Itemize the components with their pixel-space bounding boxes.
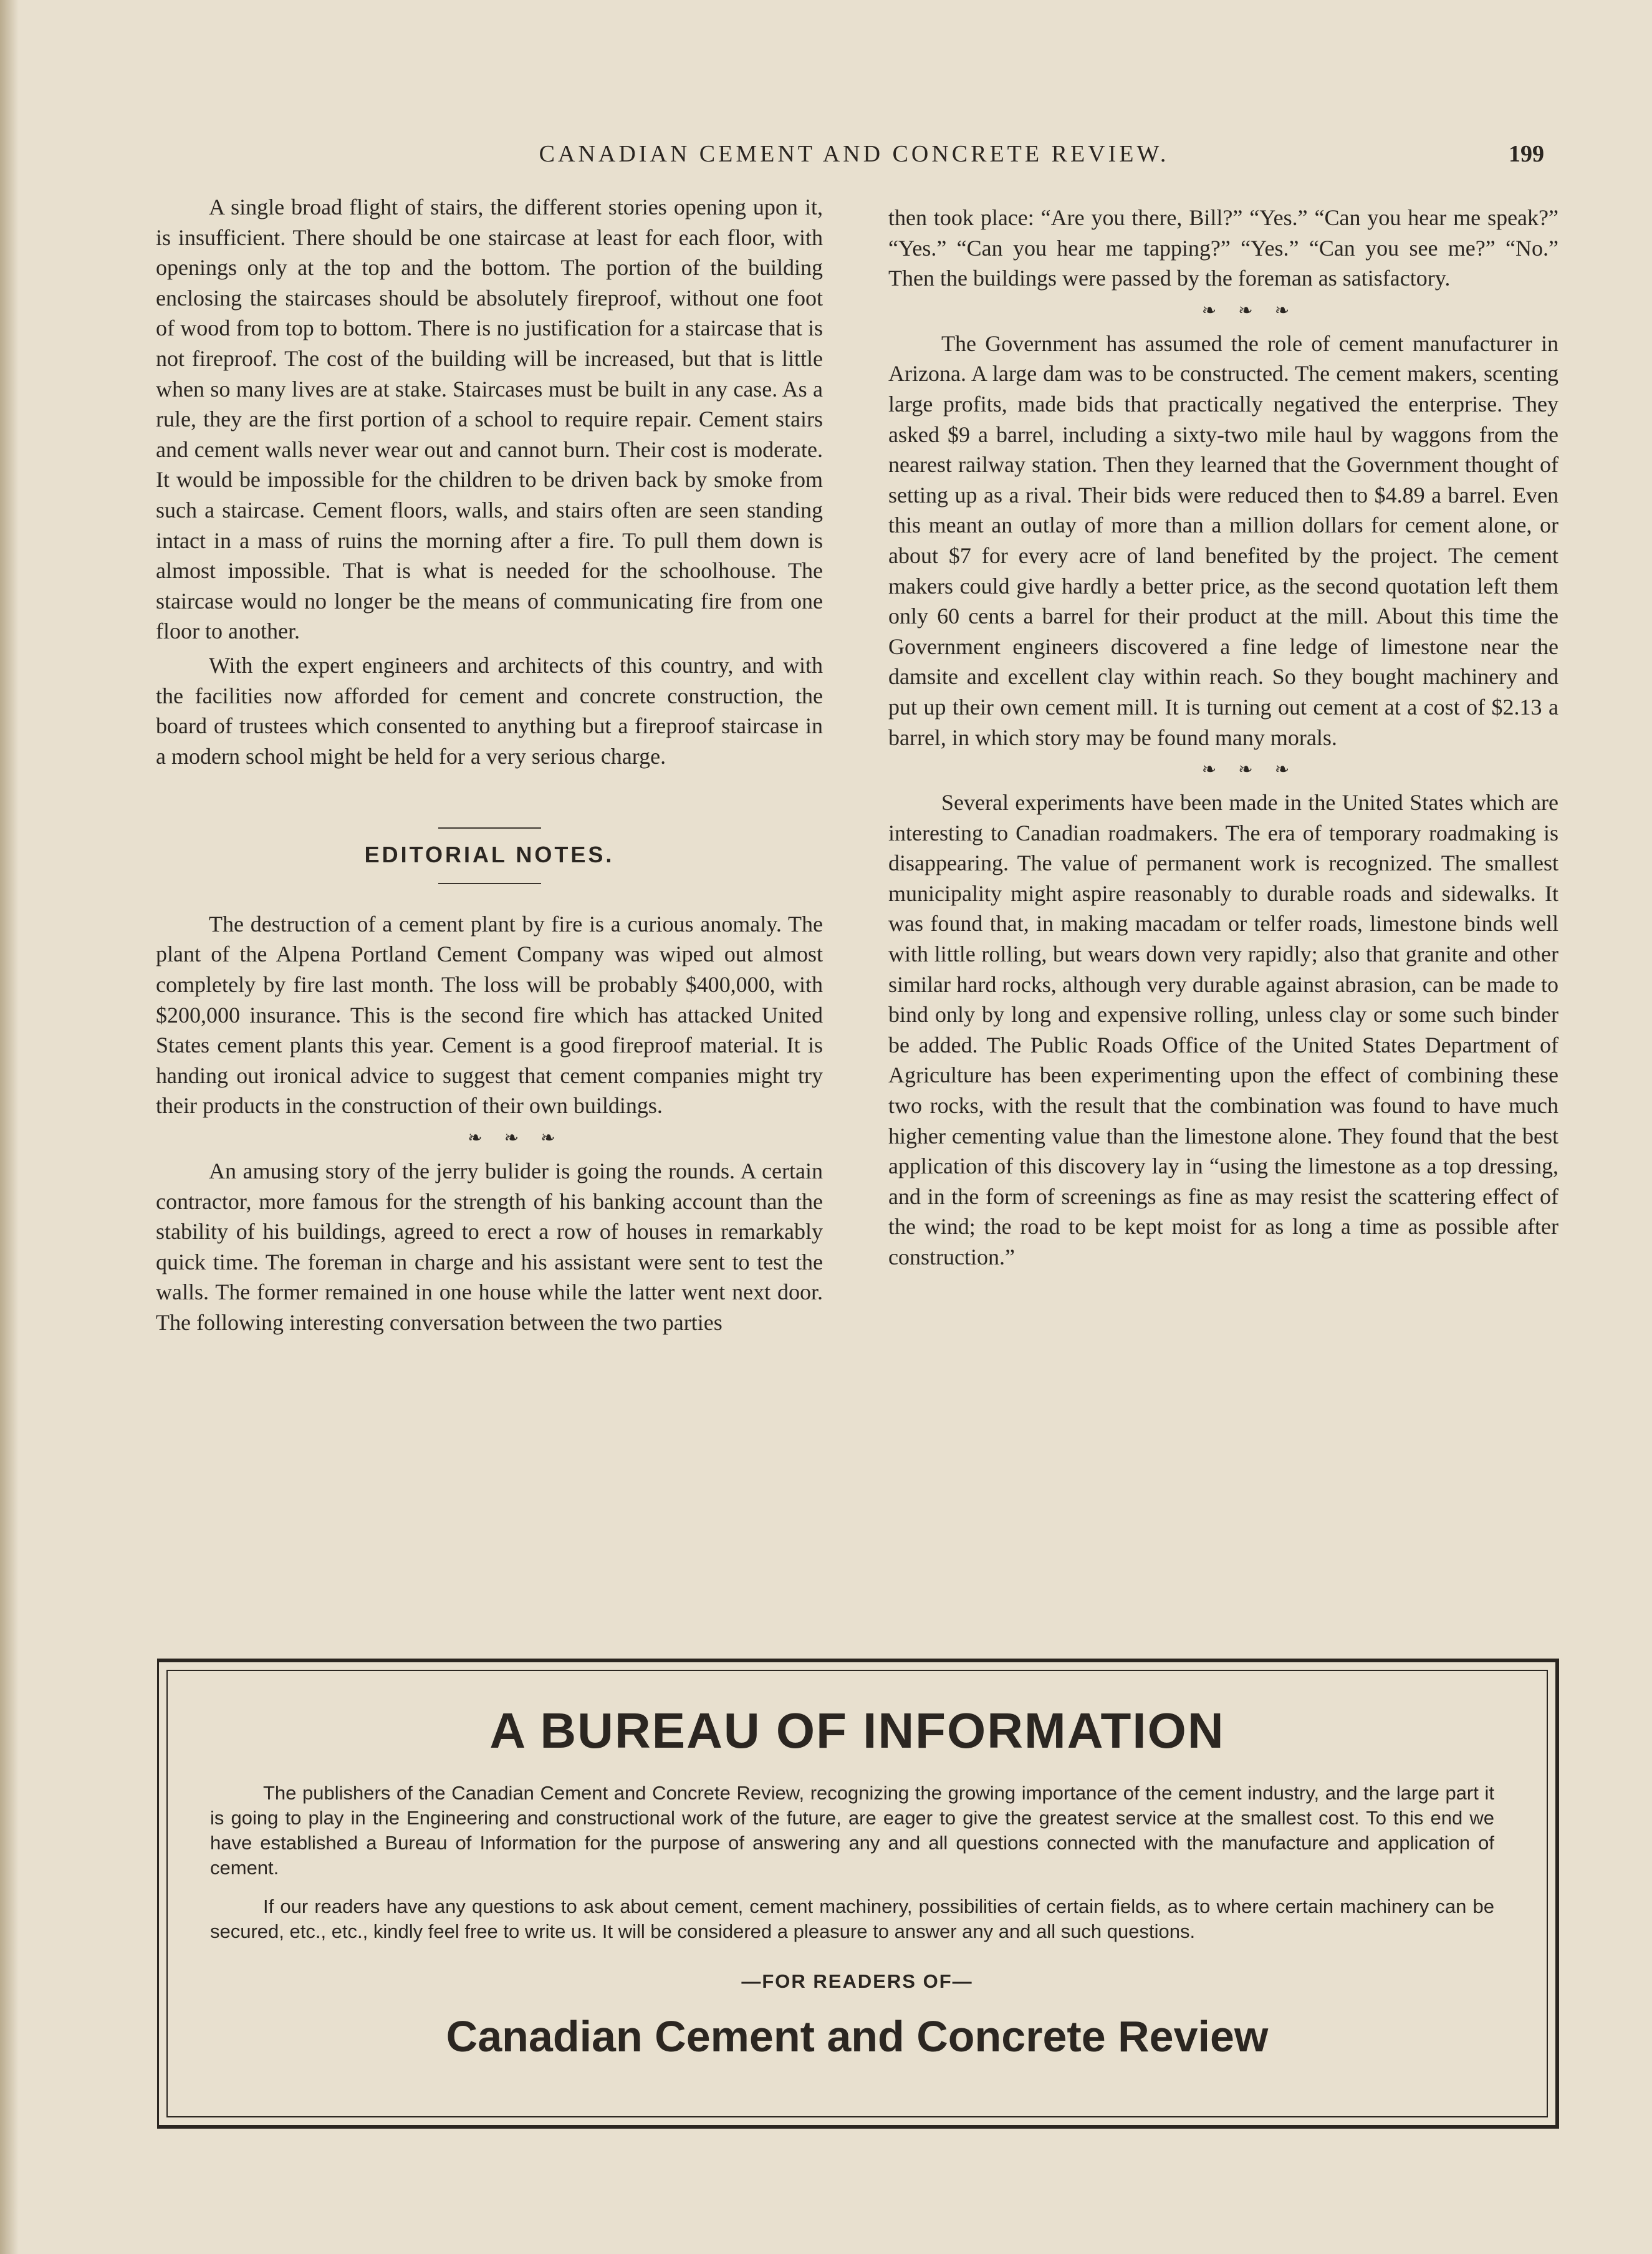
fleuron-separator: ❧ ❧ ❧ (468, 1129, 564, 1149)
bureau-advertisement (157, 1659, 1559, 2129)
left-column (156, 192, 823, 1338)
running-head: CANADIAN CEMENT AND CONCRETE REVIEW. (539, 141, 1169, 167)
editorial-heading: EDITORIAL NOTES. (364, 842, 615, 868)
page-number: 199 (1509, 141, 1544, 167)
heading-rule-bottom (438, 883, 541, 884)
roads-paragraph: Several experiments have been made in the United States which are interesting to Canadian roadmakers. The era of temporary roadmaking is disappearing. The value of permanent work is recognized. The smallest municipality might aspire reasonably to durable roads and sidewalks. It was found that, in making macadam or telfer roads, limestone binds well with little rolling, but wears down very rapidly; also that granite and other similar hard rocks, although very durable against abrasion, can be made to bind only by long and expensive rolling, unless clay or some such binder be added. The Public Roads Office of the United States Department of Agriculture has been experimenting upon the effect of combining these two rocks, with the result that the combination was found to have much higher cementing value than the limestone alone. They found that the best application of this discovery lay in “using the limestone as a top dressing, and in the form of screenings as fine as may resist the scattering effect of the wind; the road to be kept moist for as long a time as possible after construction.” (888, 790, 1558, 1269)
advertisement-paragraph-1: The publishers of the Canadian Cement and Concrete Review, recognizing the growing importance of the cement industry, and the large part it is going to play in the Engineering and constructional work of the future, are eager to give the greatest service at the smallest cost. To this end we have established a Bureau of Information for the purpose of answering any and all questions connected with the manufacture and application of cement. (210, 1782, 1494, 1879)
heading-rule-top (438, 827, 541, 829)
advertisement-paragraph-2: If our readers have any questions to ask about cement, cement machinery, possibilities of certain fields, as to where certain machinery can be secured, etc., etc., kindly feel free to write us. It will be considered a pleasure to answer any and all such questions. (210, 1895, 1494, 1942)
editorial-heading-block (156, 827, 823, 884)
fleuron-separator: ❧ ❧ ❧ (1201, 760, 1299, 780)
fleuron-separator: ❧ ❧ ❧ (1201, 301, 1299, 320)
advertisement-publication-name: Canadian Cement and Concrete Review (446, 2012, 1269, 2061)
advertisement-tagline: —FOR READERS OF— (741, 1970, 973, 1992)
alpena-fire-paragraph: The destruction of a cement plant by fire is a curious anomaly. The plant of the Alpena Portland Cement Company was wiped out almost completely by fire last month. The loss will be probably $400,000, with $200,000 insurance. This is the second fire which has attacked United States cement plants this year. Cement is a good fireproof material. It is handing out ironical advice to suggest that cement companies might try their products in the construction of their own buildings. (156, 911, 823, 1119)
advertisement-title: A BUREAU OF INFORMATION (489, 1703, 1225, 1758)
page-binding-shadow (0, 0, 19, 2254)
jerry-builder-paragraph: An amusing story of the jerry bulider is going the rounds. A certain contractor, more famous for the strength of his banking account than the stability of his buildings, agreed to erect a row of houses in remarkably quick time. The foreman in charge and his assistant were sent to test the walls. The former remained in one house while the latter went next door. The following interesting conversation between the two parties (156, 1158, 823, 1335)
arizona-paragraph: The Government has assumed the role of cement manufacturer in Arizona. A large dam was to be constructed. The cement makers, scenting large profits, made bids that practically negatived the enterprise. They asked $9 a barrel, including a sixty-two mile haul by waggons from the nearest railway station. Then they learned that the Government thought of setting up as a rival. Their bids were reduced then to $4.89 a barrel. Even this meant an outlay of more than a million dollars for cement alone, or about $7 for every acre of land benefited by the project. The cement makers could give hardly a better price, as the second quotation left them only 60 cents a barrel for their product at the mill. About this time the Government engineers discovered a fine ledge of limestone near the damsite and excellent clay within reach. So they bought machinery and put up their own cement mill. It is turning out cement at a cost of $2.13 a barrel, in which story may be found many morals. (888, 330, 1558, 750)
conversation-paragraph: then took place: “Are you there, Bill?” “Yes.” “Can you hear me speak?” “Yes.” “Can you hear me tapping?” “Yes.” “Can you see me?” “No.” Then the buildings were passed by the foreman as satisfactory. (888, 205, 1558, 291)
staircase-paragraph: A single broad flight of stairs, the different stories opening upon it, is insufficient. There should be one staircase at least for each floor, with openings only at the top and the bottom. The portion of the building enclosing the staircases should be absolutely fireproof, without one foot of wood from top to bottom. There is no justification for a staircase that is not fireproof. The cost of the building will be increased, but that is little when so many lives are at stake. Staircases must be built in any case. As a rule, they are the first portion of a school to require repair. Cement stairs and cement walls never wear out and cannot burn. Their cost is moderate. It would be impossible for the children to be driven back by smoke from such a staircase. Cement floors, walls, and stairs often are seen standing intact in a mass of ruins the morning after a fire. To pull them down is almost impossible. That is what is needed for the schoolhouse. The staircase would no longer be the means of communicating fire from one floor to another. (156, 195, 823, 644)
trustees-paragraph: With the expert engineers and architects of this country, and with the facilities now afforded for cement and concrete construction, the board of trustees which consented to anything but a fireproof staircase in a modern school might be held for a very serious charge. (156, 652, 823, 769)
right-column (888, 203, 1558, 1273)
advertisement-body (210, 1781, 1494, 1958)
